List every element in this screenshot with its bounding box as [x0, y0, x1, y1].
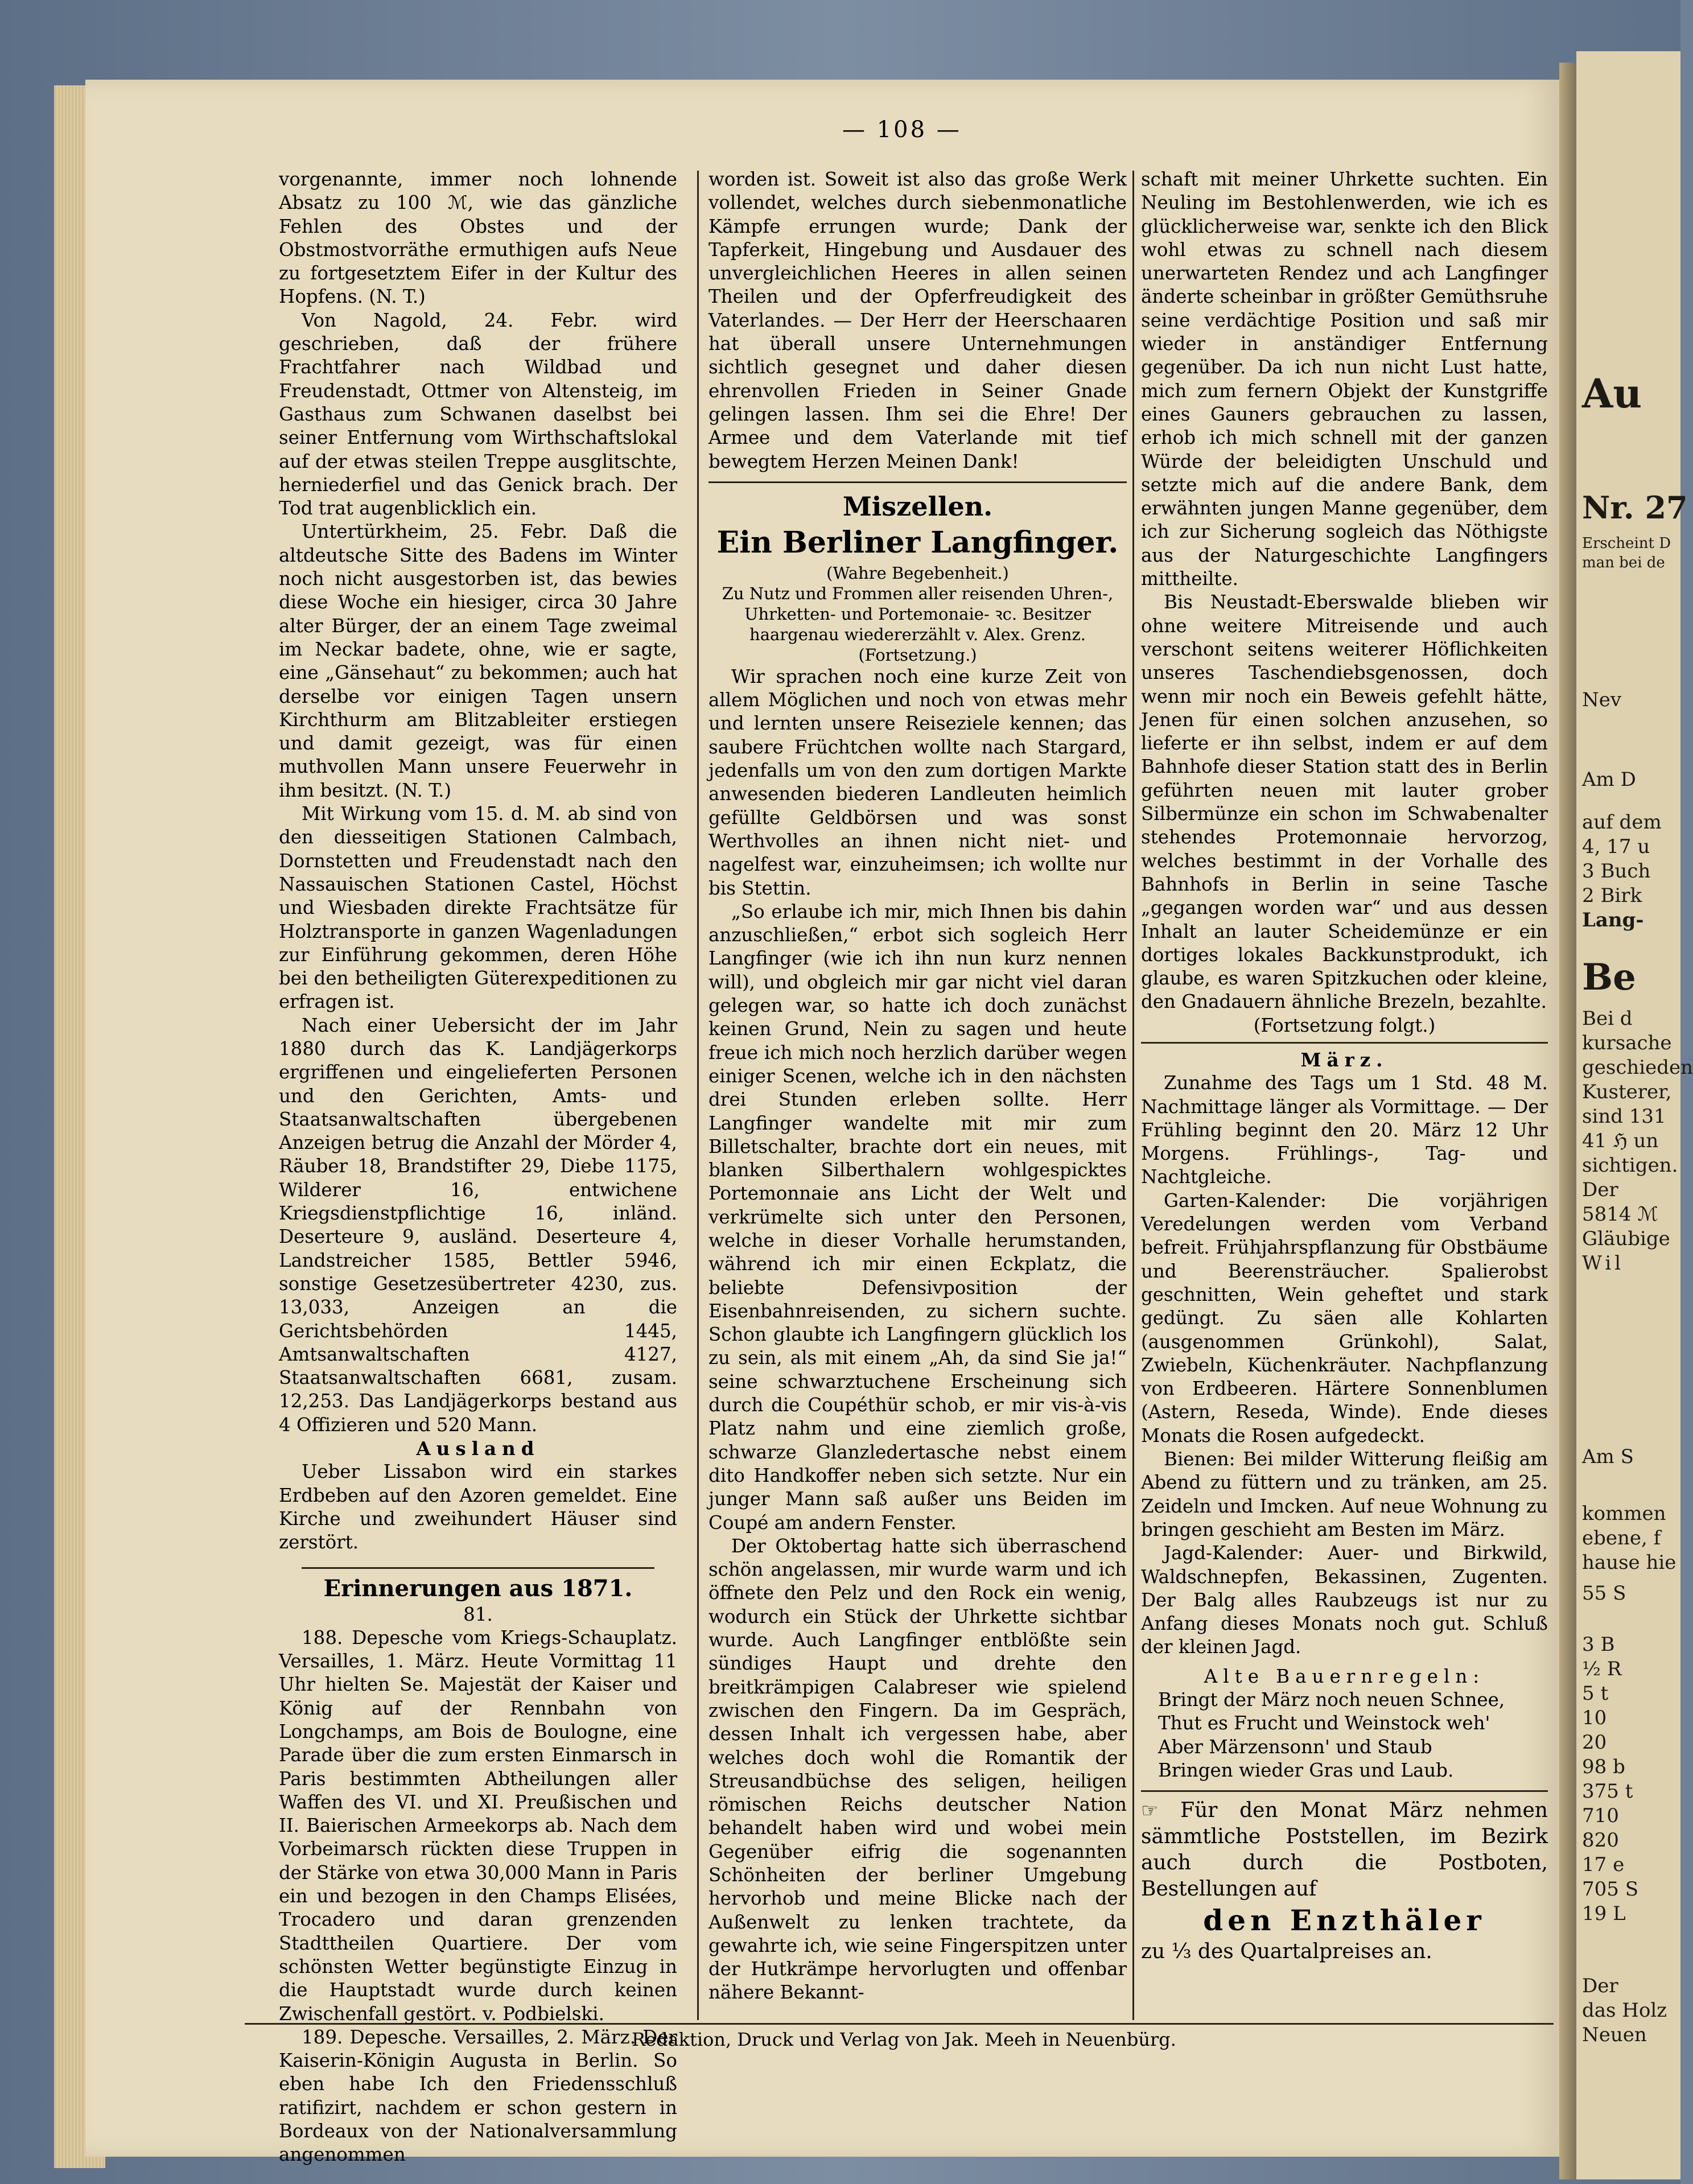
next-page-line: 820	[1582, 1829, 1619, 1852]
section-divider	[302, 1555, 654, 1569]
subscription-price-text: zu ⅓ des Quartalpreises an.	[1141, 1940, 1432, 1964]
article-paragraph: Bis Neustadt-Eberswalde blieben wir ohne weitere Mitreisende und auch verschont seitens weiterer Höflichkeiten unseres Taschendiebsgenossen, doch wenn mir noch ein Beweis gefehlt hätte, Jenen für einen solchen anzusehen, so lieferte er ihn selbst, indem er auf dem Bahnhofe dieser Station statt des in Berlin geführten neuen mit lauter grober Silbermünze ein schon im Schwabenalter stehendes Protemonnaie hervorzog, welches bestimmt in der Vorhalle des Bahnhofs in Berlin in seine Tasche „gegangen worden war“ und aus dessen Inhalt an lauter Scheidemünze er ein dortiges lokales Backkunstprodukt, ich glaube, es waren Spitzkuchen oder kleine, den Gnadauern ähnliche Brezeln, bezahlte.	[1141, 591, 1548, 1013]
next-page-line: sichtigen.	[1582, 1154, 1678, 1177]
next-page-line: hause hie	[1582, 1551, 1676, 1574]
next-page-line: 4, 17 u	[1582, 835, 1650, 858]
next-page-line: Bei d	[1582, 1007, 1633, 1030]
column-3	[1141, 168, 1548, 1965]
next-page-line: 5814 ℳ	[1582, 1203, 1658, 1226]
article-paragraph: Ueber Lissabon wird ein starkes Erdbeben auf den Azoren gemeldet. Eine Kirche und zweihundert Häuser sind zerstört.	[279, 1461, 677, 1553]
next-page-line: sind 131	[1582, 1105, 1666, 1128]
article-paragraph: vorgenannte, immer noch lohnende Absatz zu 100 ℳ, wie das gänzliche Fehlen des Obstes und der Obstmostvorräthe ermuthigen aufs Neue zu fortgesetztem Eifer in der Kultur des Hopfens. (N. T.)	[279, 168, 677, 308]
next-page-line: auf dem	[1582, 811, 1662, 834]
next-page-line: kommen	[1582, 1502, 1666, 1525]
article-paragraph: Nach einer Uebersicht der im Jahr 1880 durch das K. Landjägerkorps ergriffenen und eingelieferten Personen und den Gerichten, Amts- und Staatsanwaltschaften übergebenen Anzeigen betrug die Anzahl der Mörder 4, Räuber 18, Brandstifter 29, Diebe 1175, Wilderer 16, entwichene Kriegsdienstpflichtige 16, inländ. Deserteure 9, ausländ. Deserteure 4, Landstreicher 1585, Bettler 5946, sonstige Gesetzesübertreter 4230, zus. 13,033, Anzeigen an die Gerichtsbehörden 1445, Amtsanwaltschaften 4127, Staatsanwaltschaften 6681, zusam. 12,253. Das Landjägerkorps bestand aus 4 Offizieren und 520 Mann.	[279, 1014, 677, 1436]
section-divider	[1141, 1037, 1548, 1044]
next-page-line: 55 S	[1582, 1582, 1626, 1605]
next-page-line: Nr. 27	[1582, 489, 1688, 526]
article-paragraph: Der Oktobertag hatte sich überraschend schön angelassen, mir wurde warm und ich öffnete den Pelz und den Rock ein wenig, wodurch ein Stück der Uhrkette sichtbar wurde. Auch Langfinger entblößte sein sündiges Haupt und drehte den breitkrämpigen Calabreser wie spielend zwischen den Fingern. Da im Gespräch, dessen Inhalt ich vergessen habe, aber welches doch wohl die Romantik der Streusandbüchse des seligen, heiligen römischen Reichs deutscher Nation behandelt haben wird und wobei mein Gegenüber eifrig die sogenannten Schönheiten der berliner Umgebung hervorhob und meine Blicke nach der Außenwelt zu lenken trachtete, da gewahrte ich, wie seine Fingerspitzen unter der Hutkrämpe hervorlugten und offenbar nähere Bekannt-	[708, 1535, 1127, 2004]
column-rule	[697, 171, 699, 2020]
next-page-line: 3 B	[1582, 1633, 1615, 1656]
section-divider	[1141, 1782, 1548, 1792]
section-heading-bauernregeln: Alte Bauernregeln:	[1204, 1665, 1485, 1687]
article-paragraph: worden ist. Soweit ist also das große Werk vollendet, welches durch siebenmonatliche Kämpfe errungen wurde; Dank der Tapferkeit, Hingebung und Ausdauer des unvergleichlichen Heeres in allen seinen Theilen und der Opferfreudigkeit des Vaterlandes. — Der Herr der Heerschaaren hat überall unsere Unternehmungen sichtlich gesegnet und daher diesen ehrenvollen Frieden in Seiner Gnade gelingen lassen. Ihm sei die Ehre! Der Armee und dem Vaterlande mit tief bewegtem Herzen Meinen Dank!	[708, 168, 1127, 472]
section-heading-ausland: Ausland	[416, 1437, 540, 1460]
article-paragraph: schaft mit meiner Uhrkette suchten. Ein Neuling im Bestohlenwerden, wie ich es glücklicherweise war, senkte ich den Blick wohl etwas zu schnell nach diesem unerwarteten Rendez und ach Langfinger änderte scheinbar in größter Gemüthsruhe seine verdächtige Position und saß mir wieder in anständiger Entfernung gegenüber. Da ich nun nicht Lust hatte, mich zum fernern Objekt der Kunstgriffe eines Gauners gebrauchen zu lassen, erhob ich mich schnell mit der ganzen Würde der beleidigten Unschuld und setzte mich auf die andere Bank, dem erwähnten jungen Manne gegenüber, dem ich zur Sicherung sogleich das Nöthigste aus der Naturgeschichte Langfingers mittheilte.	[1141, 168, 1548, 590]
verse-line: Bringt der März noch neuen Schnee,	[1158, 1689, 1505, 1711]
article-paragraph: Jagd-Kalender: Auer- und Birkwild, Waldschnepfen, Bekassinen, Zugenten. Der Balg alles Raubzeugs ist nur zu Anfang dieses Monats noch gut. Schluß der kleinen Jagd.	[1141, 1542, 1548, 1658]
next-page-line: 2 Birk	[1582, 884, 1642, 907]
article-paragraph: „So erlaube ich mir, mich Ihnen bis dahin anzuschließen,“ erbot sich sogleich Herr Langfinger (wie ich ihn nun kurz nennen will), und obgleich mir gar nicht viel daran gelegen war, so hatte ich doch zunächst keinen Grund, Nein zu sagen und heute freue ich mich noch herzlich darüber wegen einiger Scenen, welche ich in den nächsten drei Stunden erleben sollte. Herr Langfinger wandelte mit mir zum Billetschalter, brachte dort ein neues, mit blanken Silberthalern wohlgespicktes Portemonnaie ans Licht der Welt und verkrümelte sich unter den Personen, welche in dieser Vorhalle herumstanden, während ich mir einen Eckplatz, die beliebte Defensivposition der Eisenbahnreisenden, zu sichern suchte. Schon glaubte ich Langfingern glücklich los zu sein, als mit einem „Ah, da sind Sie ja!“ seine schwarztuchene Erscheinung sich durch die Coupéthür schob, er mir vis-à-vis Platz nahm und eine ziemlich große, schwarze Glanzledertasche nebst einem dito Handkoffer neben sich setzte. Nur ein junger Mann saß außer uns Beiden im Coupé am andern Fenster.	[708, 900, 1127, 1534]
article-paragraph: 188. Depesche vom Kriegs-Schauplatz. Versailles, 1. März. Heute Vormittag 11 Uhr hielten Se. Majestät der Kaiser und König auf der Rennbahn von Longchamps, am Bois de Boulogne, eine Parade über die zum ersten Einmarsch in Paris bestimmten Abtheilungen aller Waffen des VI. und XI. Preußischen und II. Baierischen Armeekorps ab. Nach dem Vorbeimarsch rückten diese Truppen in der Stärke von etwa 30,000 Mann in Paris ein und bezogen in den Champs Elisées, Trocadero und daran grenzenden Stadttheilen Quartiere. Der vom schönsten Wetter begünstigte Einzug in die Hauptstadt wurde durch keinen Zwischenfall gestört. v. Podbielski.	[279, 1626, 677, 2025]
story-dedication: Zu Nutz und Frommen aller reisenden Uhren-, Uhrketten- und Portemonaie- ꝛc. Besitzer haargenau wiedererzählt v. Alex. Grenz.	[722, 583, 1114, 644]
next-page-line: 3 Buch	[1582, 860, 1651, 883]
verse-line: Aber Märzensonn' und Staub	[1158, 1736, 1432, 1758]
next-page-line: 20	[1582, 1731, 1607, 1754]
next-page-line: Erscheint D	[1582, 535, 1671, 552]
column-1	[279, 168, 677, 2167]
subscription-ad-text: Für den Monat März nehmen sämmtliche Poststellen, im Bezirk auch durch die Postboten, Bestellungen auf	[1141, 1799, 1548, 1901]
next-page-line: 705 S	[1582, 1878, 1638, 1901]
next-page-line: 710	[1582, 1804, 1619, 1827]
next-page-line: Au	[1582, 370, 1642, 417]
next-page-line: Am D	[1582, 768, 1636, 791]
next-page-line: Am S	[1582, 1445, 1634, 1468]
article-paragraph: Wir sprachen noch eine kurze Zeit von allem Möglichen und noch von etwas mehr und lernten unsere Reiseziele kennen; das saubere Früchtchen wollte nach Stargard, jedenfalls um von den zum dortigen Markte anwesenden biederen Landleuten heimlich gefüllte Geldbörsen und was sonst Werthvolles an ihnen nicht niet- und nagelfest war, einzuheimsen; ich wollte nur bis Stettin.	[708, 665, 1127, 899]
next-page-line: ebene, f	[1582, 1527, 1661, 1550]
column-rule	[1132, 171, 1134, 2020]
article-paragraph: Untertürkheim, 25. Febr. Daß die altdeutsche Sitte des Badens im Winter noch nicht ausgestorben ist, das bewies diese Woche ein hiesiger, circa 30 Jahre alter Bürger, der an einem Tage zweimal im Neckar badete, ohne, wie er sagte, eine „Gänsehaut“ zu bekommen; auch hat derselbe vor einigen Tagen unsern Kirchthurm am Blitzableiter erstiegen und damit gezeigt, was für einen muthvollen Mann unsere Feuerwehr in ihm besitzt. (N. T.)	[279, 521, 677, 801]
next-page-line: kursache	[1582, 1032, 1672, 1054]
subscription-ad	[1141, 1798, 1548, 1902]
next-page-line: Be	[1582, 956, 1636, 999]
verse-line: Bringen wieder Gras und Laub.	[1158, 1759, 1454, 1781]
next-page-line: Kusterer,	[1582, 1081, 1672, 1103]
section-number: 81.	[463, 1603, 493, 1625]
story-title: Ein Berliner Langfinger.	[716, 525, 1119, 560]
next-page-line: 5 t	[1582, 1682, 1609, 1705]
next-page-line: Der	[1582, 1178, 1618, 1201]
section-heading-miszellen: Miszellen.	[842, 491, 993, 522]
next-page-line: Der	[1582, 1975, 1618, 1997]
story-continuation: (Fortsetzung.)	[858, 645, 977, 665]
article-paragraph: Zunahme des Tags um 1 Std. 48 M. Nachmittage länger als Vormittage. — Der Frühling beginnt den 20. März 12 Uhr Morgens. Frühlings-, Tag- und Nachtgleiche.	[1141, 1072, 1548, 1188]
section-divider	[708, 473, 1127, 483]
newspaper-name: den Enzthäler	[1203, 1903, 1486, 1938]
article-paragraph: Bienen: Bei milder Witterung fleißig am Abend zu füttern und zu tränken, am 25. Zeideln und Imcken. Auf neue Wohnung zu bringen geschieht am Besten im März.	[1141, 1448, 1548, 1540]
article-paragraph: 189. Depesche. Versailles, 2. März. Der Kaiserin-Königin Augusta in Berlin. So eben habe Ich den Friedensschluß ratifizirt, nachdem er schon gestern in Bordeaux von der Nationalversammlung angenommen	[279, 2026, 677, 2166]
book-gutter	[1559, 63, 1576, 2179]
next-page-fragment	[1576, 51, 1693, 2179]
story-subtitle: (Wahre Begebenheit.)	[826, 563, 1009, 583]
next-page-line: 98 b	[1582, 1756, 1625, 1778]
next-page-line: 10	[1582, 1707, 1607, 1729]
next-page-line: man bei de	[1582, 554, 1665, 571]
imprint-footer: Redaktion, Druck und Verlag von Jak. Meeh in Neuenbürg.	[632, 2029, 1176, 2050]
next-page-line: 41 ℌ un	[1582, 1130, 1659, 1152]
verse-line: Thut es Frucht und Weinstock weh'	[1158, 1712, 1490, 1734]
section-heading-erinnerungen: Erinnerungen aus 1871.	[323, 1575, 633, 1602]
next-page-line: geschieden	[1582, 1056, 1693, 1079]
column-2	[708, 168, 1127, 2005]
next-page-line: 17 e	[1582, 1853, 1625, 1876]
next-page-line: Wil	[1582, 1252, 1625, 1275]
next-page-line: Lang-	[1582, 909, 1644, 932]
next-page-line: Gläubige	[1582, 1227, 1670, 1250]
next-page-line: das Holz	[1582, 1999, 1667, 2022]
next-page-line: 19 L	[1582, 1902, 1626, 1925]
pointing-hand-icon: ☞	[1141, 1799, 1159, 1823]
next-page-line: Nev	[1582, 689, 1622, 711]
next-page-line: 375 t	[1582, 1780, 1633, 1803]
section-heading-maerz: März.	[1300, 1048, 1389, 1071]
next-page-line: ½ R	[1582, 1658, 1622, 1680]
article-paragraph: Garten-Kalender: Die vorjährigen Veredelungen werden vom Verband befreit. Frühjahrspflanzung für Obstbäume und Beerensträucher. Spalierobst geschnitten, Wein geheftet und stark gedüngt. Zu säen alle Kohlarten (ausgenommen Grünkohl), Salat, Zwiebeln, Küchenkräuter. Nachpflanzung von Erdbeeren. Härtere Sonnenblumen (Astern, Reseda, Winde). Ende dieses Monats die Rosen aufgedeckt.	[1141, 1189, 1548, 1447]
next-page-line: Neuen	[1582, 2024, 1647, 2046]
article-paragraph: Mit Wirkung vom 15. d. M. ab sind von den diesseitigen Stationen Calmbach, Dornstetten und Freudenstadt nach den Nassauischen Stationen Castel, Höchst und Wiesbaden direkte Frachtsätze für Holztransporte in ganzen Wagenladungen zur Einführung gekommen, deren Höhe bei den betheiligten Güterexpeditionen zu erfragen ist.	[279, 803, 677, 1013]
page-number: — 108 —	[842, 117, 962, 143]
article-paragraph: Von Nagold, 24. Febr. wird geschrieben, daß der frühere Frachtfahrer nach Wildbad und Freudenstadt, Ottmer von Altensteig, im Gasthaus zum Schwanen daselbst bei seiner Entfernung vom Wirthschaftslokal auf der etwas steilen Treppe ausglitschte, herniederfiel und das Genick brach. Der Tod trat augenblicklich ein.	[279, 309, 677, 520]
to-be-continued: (Fortsetzung folgt.)	[1253, 1014, 1436, 1036]
